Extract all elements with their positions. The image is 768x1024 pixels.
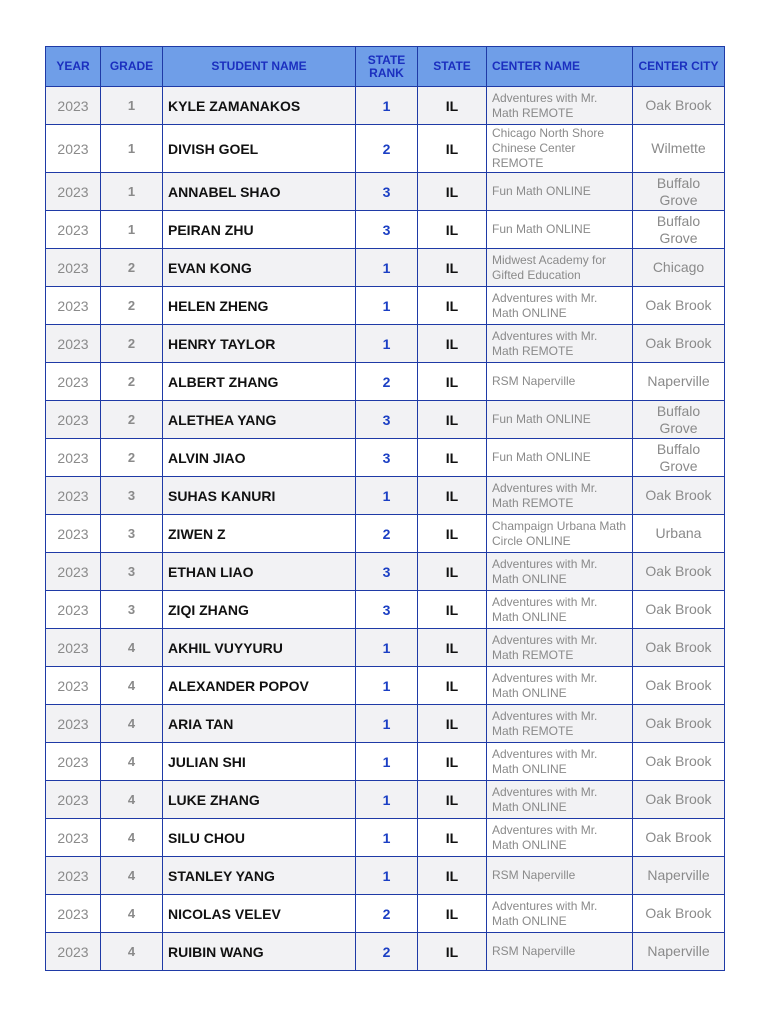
center-city-cell: Wilmette — [633, 125, 725, 173]
state-cell: IL — [418, 125, 487, 173]
grade-cell: 2 — [101, 249, 163, 287]
center-city-cell: Oak Brook — [633, 743, 725, 781]
year-cell: 2023 — [46, 401, 101, 439]
grade-cell: 1 — [101, 173, 163, 211]
results-table — [45, 46, 725, 971]
student-name-cell: ALBERT ZHANG — [163, 363, 356, 401]
year-cell: 2023 — [46, 173, 101, 211]
center-city-cell: Oak Brook — [633, 667, 725, 705]
table-row — [46, 553, 725, 591]
state-rank-cell: 3 — [356, 553, 418, 591]
center-name-cell: Fun Math ONLINE — [487, 211, 633, 249]
table-row — [46, 363, 725, 401]
student-name-cell: AKHIL VUYYURU — [163, 629, 356, 667]
grade-cell: 4 — [101, 743, 163, 781]
state-cell: IL — [418, 439, 487, 477]
state-rank-cell: 1 — [356, 743, 418, 781]
grade-cell: 2 — [101, 439, 163, 477]
center-name-cell: Adventures with Mr. Math ONLINE — [487, 591, 633, 629]
grade-cell: 1 — [101, 125, 163, 173]
header-state-rank: STATE RANK — [356, 47, 418, 87]
header-year: YEAR — [46, 47, 101, 87]
table-row — [46, 705, 725, 743]
center-city-cell: Buffalo Grove — [633, 211, 725, 249]
state-cell: IL — [418, 477, 487, 515]
center-name-cell: Champaign Urbana Math Circle ONLINE — [487, 515, 633, 553]
student-name-cell: EVAN KONG — [163, 249, 356, 287]
student-name-cell: STANLEY YANG — [163, 857, 356, 895]
header-grade: GRADE — [101, 47, 163, 87]
center-name-cell: Chicago North Shore Chinese Center REMOTE — [487, 125, 633, 173]
state-cell: IL — [418, 363, 487, 401]
grade-cell: 3 — [101, 515, 163, 553]
year-cell: 2023 — [46, 895, 101, 933]
state-rank-cell: 1 — [356, 325, 418, 363]
state-rank-cell: 2 — [356, 933, 418, 971]
student-name-cell: ZIWEN Z — [163, 515, 356, 553]
state-rank-cell: 1 — [356, 287, 418, 325]
center-city-cell: Oak Brook — [633, 553, 725, 591]
grade-cell: 3 — [101, 591, 163, 629]
student-name-cell: RUIBIN WANG — [163, 933, 356, 971]
year-cell: 2023 — [46, 439, 101, 477]
state-cell: IL — [418, 743, 487, 781]
table-row — [46, 173, 725, 211]
student-name-cell: HELEN ZHENG — [163, 287, 356, 325]
header-state: STATE — [418, 47, 487, 87]
year-cell: 2023 — [46, 781, 101, 819]
state-rank-cell: 3 — [356, 211, 418, 249]
state-cell: IL — [418, 249, 487, 287]
grade-cell: 2 — [101, 325, 163, 363]
grade-cell: 4 — [101, 705, 163, 743]
year-cell: 2023 — [46, 629, 101, 667]
state-rank-cell: 1 — [356, 781, 418, 819]
year-cell: 2023 — [46, 87, 101, 125]
state-cell: IL — [418, 591, 487, 629]
center-city-cell: Oak Brook — [633, 629, 725, 667]
center-city-cell: Buffalo Grove — [633, 439, 725, 477]
student-name-cell: ALVIN JIAO — [163, 439, 356, 477]
table-row — [46, 857, 725, 895]
grade-cell: 4 — [101, 857, 163, 895]
state-rank-cell: 2 — [356, 895, 418, 933]
center-city-cell: Naperville — [633, 857, 725, 895]
year-cell: 2023 — [46, 743, 101, 781]
center-name-cell: Adventures with Mr. Math REMOTE — [487, 629, 633, 667]
grade-cell: 4 — [101, 667, 163, 705]
state-rank-cell: 1 — [356, 819, 418, 857]
center-city-cell: Naperville — [633, 363, 725, 401]
header-row — [46, 47, 725, 87]
center-city-cell: Buffalo Grove — [633, 173, 725, 211]
state-cell: IL — [418, 553, 487, 591]
state-cell: IL — [418, 857, 487, 895]
center-name-cell: Midwest Academy for Gifted Education — [487, 249, 633, 287]
state-rank-cell: 2 — [356, 363, 418, 401]
center-name-cell: Adventures with Mr. Math ONLINE — [487, 895, 633, 933]
grade-cell: 2 — [101, 363, 163, 401]
center-city-cell: Oak Brook — [633, 819, 725, 857]
center-city-cell: Chicago — [633, 249, 725, 287]
state-rank-cell: 3 — [356, 591, 418, 629]
center-city-cell: Oak Brook — [633, 287, 725, 325]
state-rank-cell: 1 — [356, 477, 418, 515]
grade-cell: 3 — [101, 553, 163, 591]
grade-cell: 4 — [101, 819, 163, 857]
state-cell: IL — [418, 287, 487, 325]
table-row — [46, 287, 725, 325]
grade-cell: 2 — [101, 287, 163, 325]
student-name-cell: HENRY TAYLOR — [163, 325, 356, 363]
state-cell: IL — [418, 87, 487, 125]
state-rank-cell: 1 — [356, 667, 418, 705]
center-city-cell: Oak Brook — [633, 895, 725, 933]
center-name-cell: Adventures with Mr. Math ONLINE — [487, 781, 633, 819]
center-city-cell: Oak Brook — [633, 87, 725, 125]
year-cell: 2023 — [46, 211, 101, 249]
year-cell: 2023 — [46, 667, 101, 705]
center-name-cell: Adventures with Mr. Math ONLINE — [487, 819, 633, 857]
state-rank-cell: 1 — [356, 705, 418, 743]
student-name-cell: SILU CHOU — [163, 819, 356, 857]
center-name-cell: Adventures with Mr. Math REMOTE — [487, 477, 633, 515]
state-rank-cell: 2 — [356, 515, 418, 553]
grade-cell: 4 — [101, 895, 163, 933]
student-name-cell: ALETHEA YANG — [163, 401, 356, 439]
center-city-cell: Oak Brook — [633, 591, 725, 629]
state-cell: IL — [418, 211, 487, 249]
center-name-cell: RSM Naperville — [487, 857, 633, 895]
table-row — [46, 87, 725, 125]
year-cell: 2023 — [46, 515, 101, 553]
table-row — [46, 743, 725, 781]
table-row — [46, 933, 725, 971]
state-cell: IL — [418, 933, 487, 971]
state-rank-cell: 1 — [356, 249, 418, 287]
table-row — [46, 895, 725, 933]
state-cell: IL — [418, 895, 487, 933]
year-cell: 2023 — [46, 477, 101, 515]
student-name-cell: ETHAN LIAO — [163, 553, 356, 591]
grade-cell: 4 — [101, 629, 163, 667]
student-name-cell: ZIQI ZHANG — [163, 591, 356, 629]
student-name-cell: KYLE ZAMANAKOS — [163, 87, 356, 125]
state-cell: IL — [418, 667, 487, 705]
student-name-cell: ALEXANDER POPOV — [163, 667, 356, 705]
center-name-cell: Fun Math ONLINE — [487, 401, 633, 439]
center-name-cell: Fun Math ONLINE — [487, 173, 633, 211]
state-cell: IL — [418, 629, 487, 667]
center-name-cell: Adventures with Mr. Math REMOTE — [487, 325, 633, 363]
table-row — [46, 125, 725, 173]
state-cell: IL — [418, 325, 487, 363]
state-rank-cell: 1 — [356, 87, 418, 125]
table-row — [46, 477, 725, 515]
year-cell: 2023 — [46, 249, 101, 287]
center-name-cell: Adventures with Mr. Math ONLINE — [487, 667, 633, 705]
student-name-cell: PEIRAN ZHU — [163, 211, 356, 249]
state-rank-cell: 1 — [356, 629, 418, 667]
state-rank-cell: 3 — [356, 439, 418, 477]
year-cell: 2023 — [46, 363, 101, 401]
grade-cell: 4 — [101, 933, 163, 971]
center-name-cell: Adventures with Mr. Math REMOTE — [487, 87, 633, 125]
center-name-cell: Adventures with Mr. Math ONLINE — [487, 743, 633, 781]
student-name-cell: DIVISH GOEL — [163, 125, 356, 173]
table-row — [46, 401, 725, 439]
table-row — [46, 439, 725, 477]
year-cell: 2023 — [46, 287, 101, 325]
grade-cell: 1 — [101, 211, 163, 249]
center-name-cell: RSM Naperville — [487, 363, 633, 401]
table-row — [46, 591, 725, 629]
student-name-cell: NICOLAS VELEV — [163, 895, 356, 933]
center-city-cell: Oak Brook — [633, 705, 725, 743]
state-rank-cell: 3 — [356, 173, 418, 211]
state-cell: IL — [418, 173, 487, 211]
center-name-cell: Fun Math ONLINE — [487, 439, 633, 477]
header-student-name: STUDENT NAME — [163, 47, 356, 87]
center-name-cell: Adventures with Mr. Math ONLINE — [487, 553, 633, 591]
state-rank-cell: 2 — [356, 125, 418, 173]
grade-cell: 3 — [101, 477, 163, 515]
year-cell: 2023 — [46, 553, 101, 591]
table-row — [46, 819, 725, 857]
state-rank-cell: 1 — [356, 857, 418, 895]
student-name-cell: JULIAN SHI — [163, 743, 356, 781]
state-cell: IL — [418, 515, 487, 553]
table-row — [46, 211, 725, 249]
table-body — [46, 87, 725, 971]
center-city-cell: Oak Brook — [633, 781, 725, 819]
student-name-cell: ARIA TAN — [163, 705, 356, 743]
year-cell: 2023 — [46, 857, 101, 895]
table-row — [46, 629, 725, 667]
year-cell: 2023 — [46, 125, 101, 173]
table-row — [46, 667, 725, 705]
table-row — [46, 249, 725, 287]
state-cell: IL — [418, 781, 487, 819]
center-name-cell: RSM Naperville — [487, 933, 633, 971]
center-city-cell: Oak Brook — [633, 325, 725, 363]
student-name-cell: ANNABEL SHAO — [163, 173, 356, 211]
year-cell: 2023 — [46, 705, 101, 743]
center-city-cell: Naperville — [633, 933, 725, 971]
center-name-cell: Adventures with Mr. Math ONLINE — [487, 287, 633, 325]
table-row — [46, 325, 725, 363]
state-cell: IL — [418, 819, 487, 857]
grade-cell: 1 — [101, 87, 163, 125]
center-city-cell: Urbana — [633, 515, 725, 553]
student-name-cell: SUHAS KANURI — [163, 477, 356, 515]
year-cell: 2023 — [46, 933, 101, 971]
year-cell: 2023 — [46, 819, 101, 857]
table-row — [46, 781, 725, 819]
year-cell: 2023 — [46, 591, 101, 629]
center-name-cell: Adventures with Mr. Math REMOTE — [487, 705, 633, 743]
center-city-cell: Buffalo Grove — [633, 401, 725, 439]
table-row — [46, 515, 725, 553]
student-name-cell: LUKE ZHANG — [163, 781, 356, 819]
grade-cell: 4 — [101, 781, 163, 819]
state-rank-cell: 3 — [356, 401, 418, 439]
header-center-city: CENTER CITY — [633, 47, 725, 87]
state-cell: IL — [418, 705, 487, 743]
state-cell: IL — [418, 401, 487, 439]
grade-cell: 2 — [101, 401, 163, 439]
header-center-name: CENTER NAME — [487, 47, 633, 87]
center-city-cell: Oak Brook — [633, 477, 725, 515]
year-cell: 2023 — [46, 325, 101, 363]
